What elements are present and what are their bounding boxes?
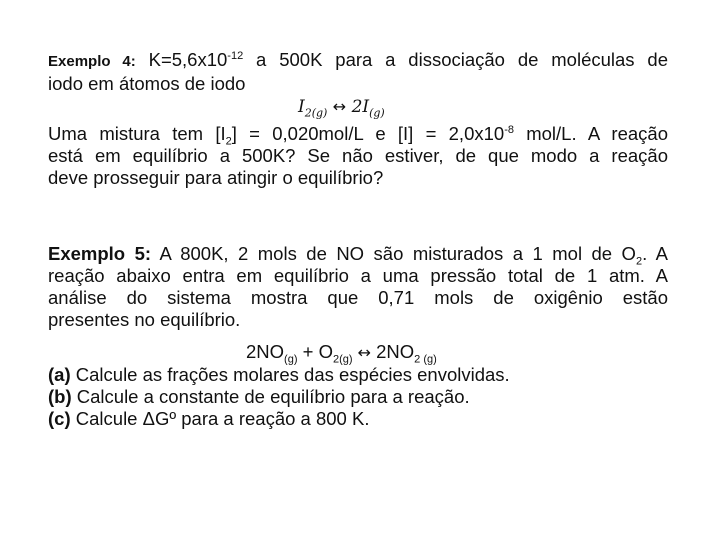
question-a: (a) Calcule as frações molares das espécies envolvidas. <box>48 364 510 385</box>
example-4-label: Exemplo 4: <box>48 53 136 70</box>
example-5-line-4: presentes no equilíbrio. <box>48 309 241 330</box>
example-4-equation: $I_{2(g)}$ ↔ $2I_{(g)}$ <box>298 97 385 120</box>
example-4-line-1: Exemplo 4: $K=5,6x10^{-12}$ a 500K para a dissociação de moléculas de <box>48 49 668 70</box>
example-4-line-2: iodo em átomos de iodo <box>48 73 246 94</box>
example-5-body <box>48 243 668 331</box>
example-4-line-5: deve prosseguir para atingir o equilíbrio? <box>48 167 384 188</box>
equilibrium-arrow-icon: ↔ <box>352 343 377 362</box>
question-c: (c) Calcule ΔGº para a reação a 800 K. <box>48 408 370 429</box>
example-5-line-2: reação abaixo entra em equilíbrio a uma pressão total de 1 atm. A <box>48 265 668 286</box>
example-4-intro <box>48 49 668 95</box>
example-5-equation: $2NO_{(g)} + O_{2(g)}$ ↔ $2NO_{2 (g)}$ <box>246 341 437 366</box>
example-5-line-3: análise do sistema mostra que 0,71 mols de oxigênio estão <box>48 287 668 308</box>
question-b: (b) Calcule a constante de equilíbrio para a reação. <box>48 386 470 407</box>
example-4-line-3: Uma mistura tem $[I_2] = 0,020mol/L$ e $[I] = 2,0x10^{-8}$ mol/L. A reação <box>48 123 669 148</box>
example-5-questions <box>48 364 668 430</box>
example-5-line-1: Exemplo 5: A 800K, 2 mols de NO são misturados a 1 mol de $O_2$. A <box>48 243 668 268</box>
equilibrium-arrow-icon: ↔ <box>332 97 347 116</box>
example-4-body <box>48 123 668 189</box>
example-4-line-4: está em equilíbrio a 500K? Se não estiver, de que modo a reação <box>48 145 668 166</box>
example-5-label: Exemplo 5: <box>48 243 152 264</box>
